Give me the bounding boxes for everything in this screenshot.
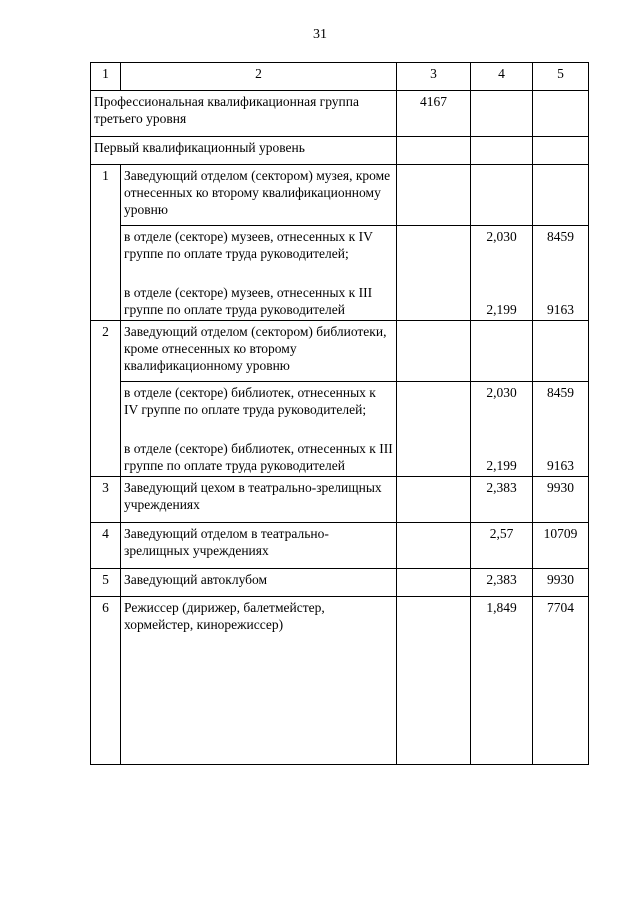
level-title: Первый квалификационный уровень: [91, 137, 397, 165]
row-number: 1: [91, 165, 121, 321]
coefficient: 2,383: [471, 477, 533, 523]
coefficient: 2,199: [486, 458, 517, 473]
salary: 9930: [533, 569, 589, 597]
position-title: Заведующий отделом (сектором) библиотеки, кроме отнесенных ко второму квалификационному уровню: [121, 321, 397, 382]
header-col-5: 5: [533, 63, 589, 91]
row-number: 5: [91, 569, 121, 597]
empty-cell: [397, 382, 471, 477]
empty-cell: [397, 226, 471, 321]
page-number: 31: [313, 27, 327, 42]
empty-cell: [533, 91, 589, 137]
header-col-4: 4: [471, 63, 533, 91]
empty-cell: [397, 137, 471, 165]
empty-cell: [397, 597, 471, 765]
row-number: 4: [91, 523, 121, 569]
salary-cell: [533, 382, 589, 477]
empty-cell: [397, 477, 471, 523]
header-col-1: 1: [91, 63, 121, 91]
subitem-text: в отделе (секторе) музеев, отнесенных к III группе по оплате труда руководителей: [124, 285, 373, 317]
table-row: [91, 477, 589, 523]
empty-cell: [397, 523, 471, 569]
header-col-2: 2: [121, 63, 397, 91]
salary: 9930: [533, 477, 589, 523]
subitem-text: в отделе (секторе) библиотек, отнесенных к IV группе по оплате труда руководителей;: [124, 385, 376, 417]
empty-cell: [533, 165, 589, 226]
group-title: Профессиональная квалификационная группа третьего уровня: [91, 91, 397, 137]
coefficient: 2,030: [486, 385, 517, 400]
subitem-text: в отделе (секторе) библиотек, отнесенных к III группе по оплате труда руководителей: [124, 441, 393, 473]
salary-cell: [533, 226, 589, 321]
salary: 10709: [533, 523, 589, 569]
position-subitems: [121, 382, 397, 477]
salary-table: [90, 62, 589, 765]
level-row: [91, 137, 589, 165]
table-row: [91, 523, 589, 569]
group-row: [91, 91, 589, 137]
salary: 7704: [533, 597, 589, 765]
empty-cell: [397, 569, 471, 597]
empty-cell: [471, 137, 533, 165]
coefficient: 2,383: [471, 569, 533, 597]
position-title: Заведующий цехом в театрально-зрелищных учреждениях: [121, 477, 397, 523]
table-row: [91, 321, 589, 382]
salary: 8459: [547, 229, 574, 244]
table-row: [91, 165, 589, 226]
position-subitems: [121, 226, 397, 321]
salary: 8459: [547, 385, 574, 400]
empty-cell: [471, 165, 533, 226]
position-title: Заведующий отделом (сектором) музея, кроме отнесенных ко второму квалификационному уровню: [121, 165, 397, 226]
empty-cell: [471, 321, 533, 382]
coefficient: 2,030: [486, 229, 517, 244]
salary: 9163: [547, 458, 574, 473]
empty-cell: [471, 91, 533, 137]
coefficient: 2,199: [486, 302, 517, 317]
table-row: [91, 597, 589, 765]
table-row: [91, 226, 589, 321]
subitem-text: в отделе (секторе) музеев, отнесенных к IV группе по оплате труда руководителей;: [124, 229, 373, 261]
row-number: 3: [91, 477, 121, 523]
coefficient-cell: [471, 226, 533, 321]
coefficient-cell: [471, 382, 533, 477]
empty-cell: [397, 321, 471, 382]
row-number: 2: [91, 321, 121, 477]
position-title: Заведующий отделом в театрально-зрелищных учреждениях: [121, 523, 397, 569]
position-title: Режиссер (дирижер, балетмейстер, хормейстер, кинорежиссер): [121, 597, 397, 765]
coefficient: 1,849: [471, 597, 533, 765]
position-title: Заведующий автоклубом: [121, 569, 397, 597]
row-number: 6: [91, 597, 121, 765]
empty-cell: [397, 165, 471, 226]
coefficient: 2,57: [471, 523, 533, 569]
header-row: [91, 63, 589, 91]
table-row: [91, 382, 589, 477]
group-base-salary: 4167: [397, 91, 471, 137]
salary: 9163: [547, 302, 574, 317]
table-row: [91, 569, 589, 597]
empty-cell: [533, 137, 589, 165]
header-col-3: 3: [397, 63, 471, 91]
empty-cell: [533, 321, 589, 382]
